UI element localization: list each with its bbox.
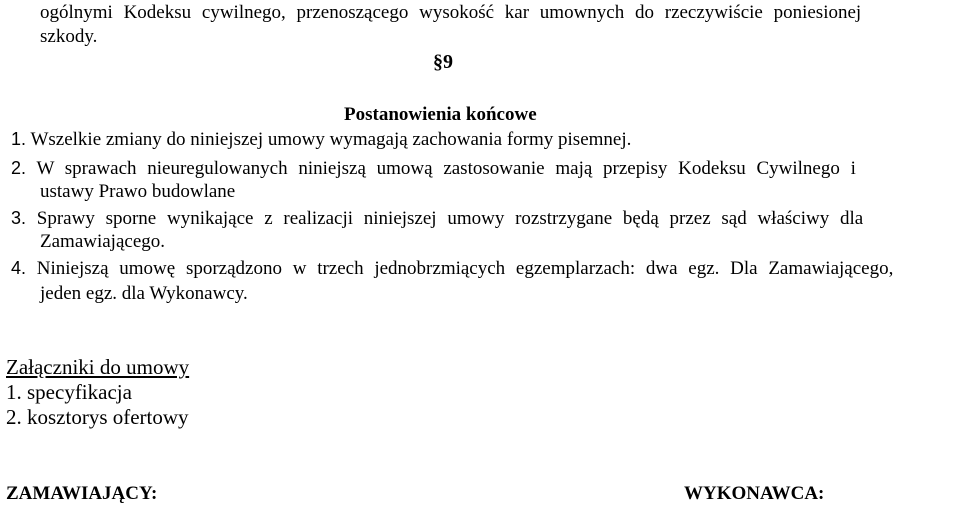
list-item-number: 2. [11,158,27,178]
list-item-number: 4. [11,258,27,278]
section-number: §9 [433,51,453,73]
list-item-number: 1. [11,129,27,149]
attachment-item-2: 2. kosztorys ofertowy [6,405,189,429]
list-item-3-continuation: Zamawiającego. [40,231,166,252]
attachment-item-1: 1. specyfikacja [6,380,132,404]
list-item-text: Wszelkie zmiany do niniejszej umowy wymagają zachowania formy pisemnej. [30,129,632,150]
list-item-2 [11,156,955,181]
list-item-text: Niniejszą umowę sporządzono w trzech jednobrzmiących egzemplarzach: dwa egz. Dla Zamawiającego, [36,258,894,279]
attachments-heading: Załączniki do umowy [6,355,190,379]
signature-ordering-party: ZAMAWIAJĄCY: [6,483,158,504]
list-item-2-continuation: ustawy Prawo budowlane [40,181,236,202]
list-item-4 [11,256,955,281]
list-item-3 [11,206,955,231]
list-item-text: Sprawy sporne wynikające z realizacji niniejszej umowy rozstrzygane będą przez sąd właściwy dla [36,208,864,229]
signature-contractor: WYKONAWCA: [684,483,825,504]
section-title: Postanowienia końcowe [344,104,537,125]
intro-line-1: ogólnymi Kodeksu cywilnego, przenoszącego wysokość kar umownych do rzeczywiście poniesionej [40,2,862,23]
list-item-text: W sprawach nieuregulowanych niniejszą umową zastosowanie mają przepisy Kodeksu Cywilnego i [36,158,856,179]
list-item-number: 3. [11,208,27,228]
list-item-1 [11,127,631,152]
intro-line-2: szkody. [40,26,98,47]
list-item-4-continuation: jeden egz. dla Wykonawcy. [40,283,248,304]
